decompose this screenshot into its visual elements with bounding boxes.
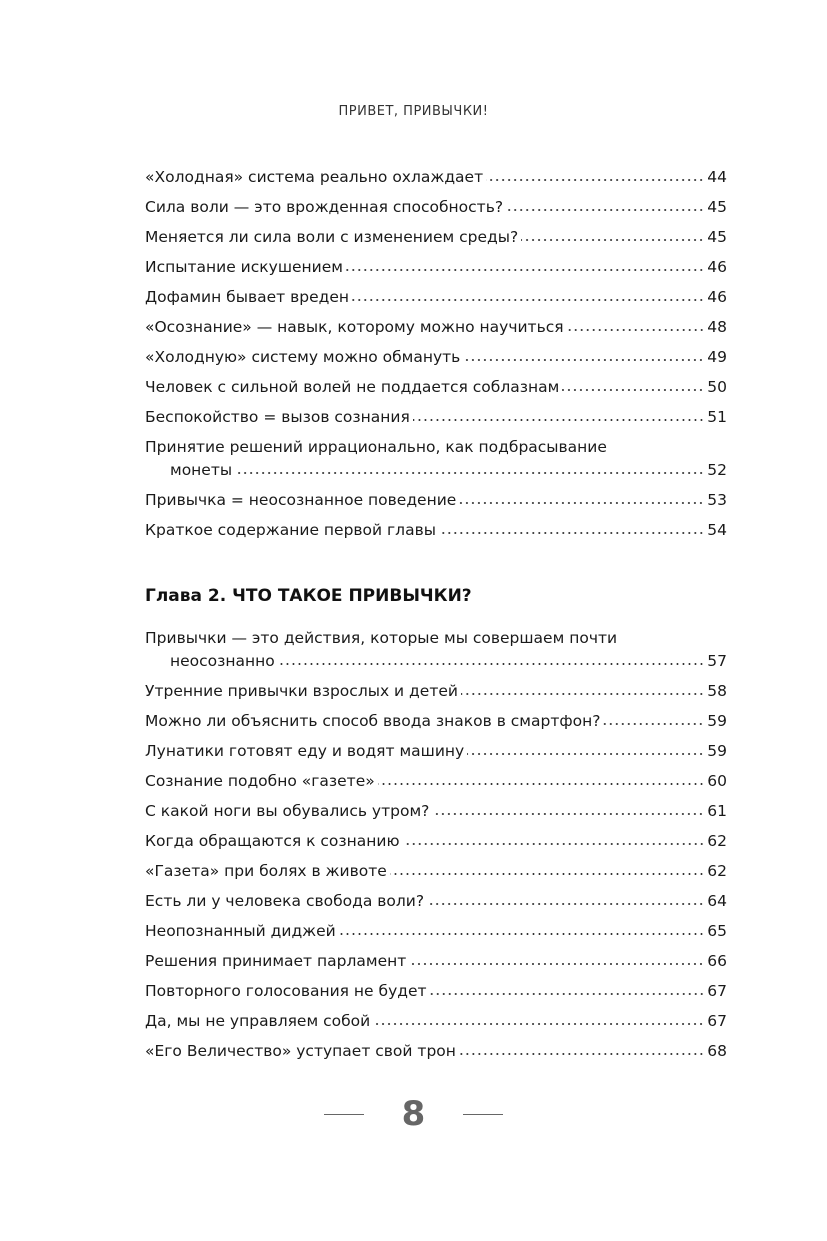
footer-rule-right — [463, 1114, 503, 1115]
toc-entry-line — [145, 346, 727, 369]
toc-entry — [145, 770, 727, 793]
toc-page-number: 57 — [707, 652, 727, 670]
toc-entry-line — [145, 196, 727, 219]
dot-leader — [403, 842, 705, 846]
toc-entry-line — [145, 680, 727, 703]
toc-entry-line — [145, 256, 727, 279]
toc-entry-title: Привычки — это действия, которые мы совершаем почти — [145, 629, 618, 647]
toc-entry-line — [145, 226, 727, 249]
toc-entry — [145, 950, 727, 973]
toc-page-number: 46 — [707, 288, 727, 306]
toc-entry-title: Да, мы не управляем собой — [145, 1012, 371, 1030]
dot-leader — [463, 358, 704, 362]
toc-page-number: 53 — [707, 491, 727, 509]
toc-entry-line — [145, 166, 727, 189]
toc-entry-line — [145, 890, 727, 913]
toc-entry-title: Дофамин бывает вреден — [145, 288, 349, 306]
dot-leader — [352, 298, 704, 302]
toc-entry — [145, 519, 727, 542]
dot-leader — [459, 1052, 704, 1056]
dot-leader — [432, 812, 704, 816]
dot-leader — [378, 782, 705, 786]
dot-leader — [278, 662, 704, 666]
toc-page-number: 67 — [707, 982, 727, 1000]
toc-entry — [145, 489, 727, 512]
toc-page-number: 45 — [707, 228, 727, 246]
toc-entry-line — [145, 627, 727, 650]
toc-page-number: 58 — [707, 682, 727, 700]
toc-entry-title: «Газета» при болях в животе — [145, 862, 387, 880]
toc-entry-title: С какой ноги вы обувались утром? — [145, 802, 430, 820]
toc-entry — [145, 860, 727, 883]
toc-entry-line — [145, 830, 727, 853]
toc-entry-title: Неопознанный диджей — [145, 922, 336, 940]
dot-leader — [427, 902, 704, 906]
toc-entry-line — [145, 740, 727, 763]
toc-entry — [145, 1040, 727, 1063]
toc-page-number: 62 — [707, 832, 727, 850]
toc-entry-line — [145, 920, 727, 943]
toc-entry-title: Повторного голосования не будет — [145, 982, 427, 1000]
toc-entry-title: Меняется ли сила воли с изменением среды? — [145, 228, 519, 246]
toc-entry-line — [145, 1040, 727, 1063]
toc-entry-title: «Осознание» — навык, которому можно научиться — [145, 318, 564, 336]
dot-leader — [459, 501, 704, 505]
chapter-heading: Глава 2. ЧТО ТАКОЕ ПРИВЫЧКИ? — [145, 586, 472, 606]
toc-entry — [145, 436, 727, 482]
toc-entry-title: монеты — [170, 461, 233, 479]
toc-entry — [145, 920, 727, 943]
toc-entry-title: «Его Величество» уступает свой трон — [145, 1042, 456, 1060]
toc-entry-title: Человек с сильной волей не поддается соблазнам — [145, 378, 560, 396]
toc-entry-title: Решения принимает парламент — [145, 952, 407, 970]
page-footer — [0, 1094, 827, 1134]
toc-entry-title: неосознанно — [170, 652, 275, 670]
toc-entry-title: Когда обращаются к сознанию — [145, 832, 400, 850]
toc-entry-line — [145, 860, 727, 883]
toc-entry-title: Лунатики готовят еду и водят машину — [145, 742, 465, 760]
dot-leader — [467, 752, 704, 756]
dot-leader — [235, 471, 704, 475]
toc-entry — [145, 376, 727, 399]
dot-leader — [461, 692, 704, 696]
toc-page-number: 67 — [707, 1012, 727, 1030]
dot-leader — [409, 962, 704, 966]
toc-entry — [145, 166, 727, 189]
toc-page-number: 50 — [707, 378, 727, 396]
toc-section-1 — [145, 166, 727, 549]
running-header: ПРИВЕТ, ПРИВЫЧКИ! — [338, 104, 489, 119]
toc-page-number: 59 — [707, 712, 727, 730]
dot-leader — [346, 268, 704, 272]
toc-page-number: 61 — [707, 802, 727, 820]
toc-entry — [145, 710, 727, 733]
toc-page-number: 54 — [707, 521, 727, 539]
toc-entry-title: Привычка = неосознанное поведение — [145, 491, 457, 509]
toc-entry-title: Утренние привычки взрослых и детей — [145, 682, 458, 700]
toc-page-number: 49 — [707, 348, 727, 366]
toc-entry — [145, 1010, 727, 1033]
toc-entry-line — [145, 376, 727, 399]
toc-entry-title: Сознание подобно «газете» — [145, 772, 375, 790]
toc-page-number: 62 — [707, 862, 727, 880]
toc-page-number: 52 — [707, 461, 727, 479]
toc-section-2 — [145, 627, 727, 1070]
dot-leader — [486, 178, 704, 182]
toc-entry — [145, 196, 727, 219]
toc-entry — [145, 830, 727, 853]
toc-entry — [145, 286, 727, 309]
toc-page-number: 68 — [707, 1042, 727, 1060]
toc-entry — [145, 256, 727, 279]
page-number: 8 — [401, 1094, 426, 1134]
toc-entry — [145, 346, 727, 369]
toc-entry-line — [145, 980, 727, 1003]
toc-page-number: 60 — [707, 772, 727, 790]
toc-page-number: 59 — [707, 742, 727, 760]
toc-entry-title: Принятие решений иррационально, как подбрасывание — [145, 438, 607, 456]
toc-entry — [145, 680, 727, 703]
toc-entry — [145, 980, 727, 1003]
toc-entry-title: Беспокойство = вызов сознания — [145, 408, 410, 426]
dot-leader — [413, 418, 704, 422]
dot-leader — [430, 992, 705, 996]
dot-leader — [567, 328, 705, 332]
toc-entry-line — [145, 710, 727, 733]
dot-leader — [439, 531, 704, 535]
toc-entry-line — [145, 1010, 727, 1033]
toc-page-number: 46 — [707, 258, 727, 276]
toc-entry-line — [145, 459, 727, 482]
toc-entry-title: Краткое содержание первой главы — [145, 521, 436, 539]
toc-entry-line — [145, 406, 727, 429]
toc-page-number: 65 — [707, 922, 727, 940]
dot-leader — [506, 208, 704, 212]
toc-page-number: 45 — [707, 198, 727, 216]
toc-page-number: 64 — [707, 892, 727, 910]
dot-leader — [562, 388, 704, 392]
toc-entry — [145, 890, 727, 913]
toc-entry-line — [145, 770, 727, 793]
toc-entry-title: «Холодная» система реально охлаждает — [145, 168, 484, 186]
toc-entry-title: Есть ли у человека свобода воли? — [145, 892, 425, 910]
toc-page-number: 44 — [707, 168, 727, 186]
toc-entry-line — [145, 650, 727, 673]
dot-leader — [390, 872, 704, 876]
dot-leader — [373, 1022, 704, 1026]
toc-page-number: 66 — [707, 952, 727, 970]
dot-leader — [603, 722, 704, 726]
toc-entry — [145, 627, 727, 673]
toc-entry-line — [145, 519, 727, 542]
toc-entry — [145, 800, 727, 823]
footer-rule-left — [324, 1114, 364, 1115]
toc-entry-line — [145, 286, 727, 309]
toc-entry-line — [145, 489, 727, 512]
toc-page-number: 48 — [707, 318, 727, 336]
toc-entry-line — [145, 950, 727, 973]
toc-entry — [145, 316, 727, 339]
toc-entry-line — [145, 436, 727, 459]
toc-entry-title: Испытание искушением — [145, 258, 343, 276]
toc-entry — [145, 406, 727, 429]
toc-entry-line — [145, 316, 727, 339]
toc-entry-line — [145, 800, 727, 823]
toc-entry — [145, 740, 727, 763]
toc-entry — [145, 226, 727, 249]
dot-leader — [339, 932, 705, 936]
toc-entry-title: Сила воли — это врожденная способность? — [145, 198, 504, 216]
toc-entry-title: «Холодную» систему можно обмануть — [145, 348, 461, 366]
dot-leader — [521, 238, 704, 242]
toc-entry-title: Можно ли объяснить способ ввода знаков в смартфон? — [145, 712, 601, 730]
toc-page-number: 51 — [707, 408, 727, 426]
